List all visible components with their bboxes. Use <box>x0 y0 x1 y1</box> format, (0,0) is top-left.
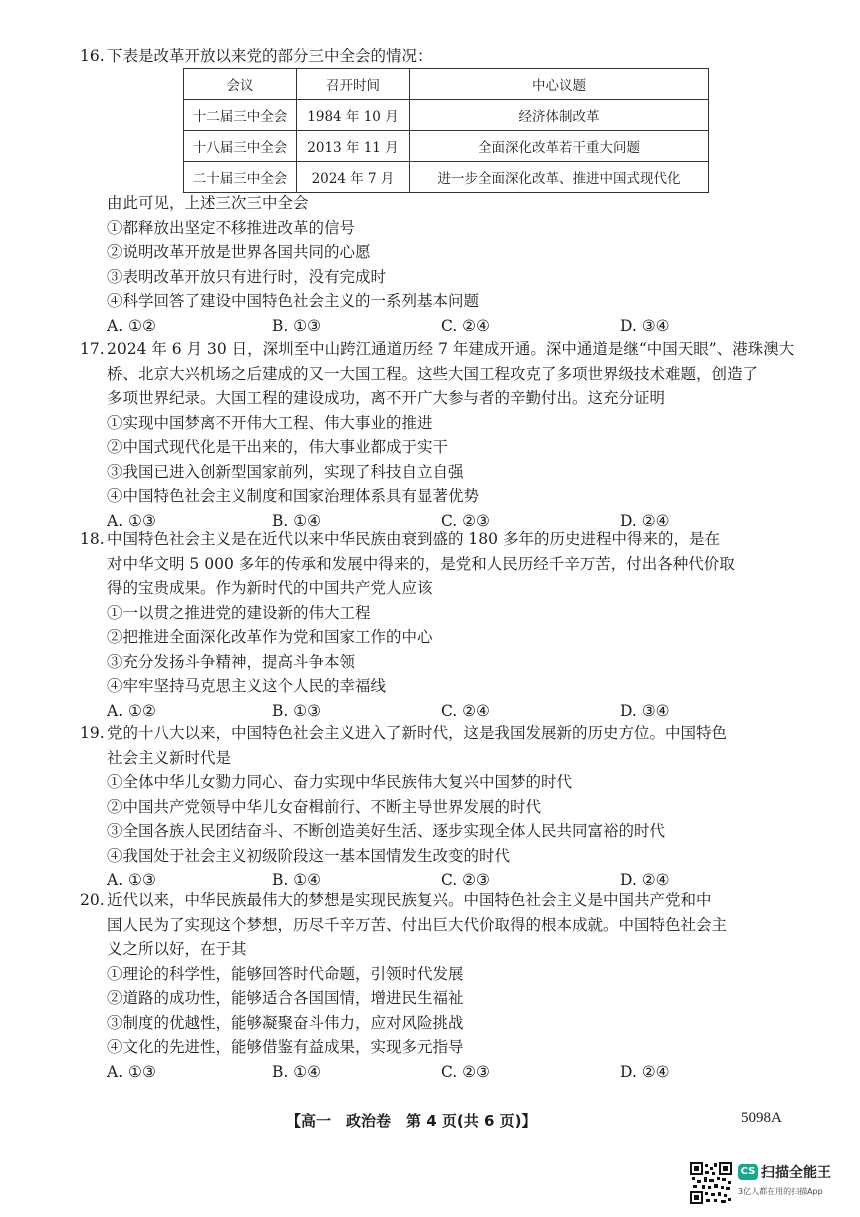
option-item: ④中国特色社会主义制度和国家治理体系具有显著优势 <box>107 487 480 505</box>
table-cell: 2013 年 11 月 <box>297 131 410 162</box>
stem-line: 社会主义新时代是 <box>107 748 232 767</box>
answer-d: D. ③④ <box>620 701 670 720</box>
option-item: ①一以贯之推进党的建设新的伟大工程 <box>107 603 371 622</box>
question-stem <box>80 888 800 962</box>
question-stem <box>80 721 800 770</box>
option-item: ④文化的先进性，能够借鉴有益成果，实现多元指导 <box>107 1038 464 1056</box>
option-item: ①实现中国梦离不开伟大工程、伟大事业的推进 <box>107 413 433 432</box>
question-17 <box>80 337 800 533</box>
option-item: ①都释放出坚定不移推进改革的信号 <box>107 218 356 237</box>
table-cell: 1984 年 10 月 <box>297 100 410 131</box>
table-cell: 二十届三中全会 <box>184 162 297 193</box>
answer-choices <box>80 699 800 724</box>
answer-b: B. ①③ <box>272 701 322 720</box>
scanner-brand: 扫描全能王 <box>761 1165 831 1181</box>
question-number: 20. <box>80 891 105 909</box>
question-lead: 由此可见，上述三次三中全会 <box>107 194 309 212</box>
option-item: ④牢牢坚持马克思主义这个人民的幸福线 <box>107 677 387 695</box>
qr-code-icon <box>690 1162 732 1204</box>
option-item: ②说明改革开放是世界各国共同的心愿 <box>107 243 371 261</box>
table-header: 中心议题 <box>410 69 709 100</box>
question-19 <box>80 721 800 893</box>
question-20 <box>80 888 800 1084</box>
answer-a: A. ①③ <box>107 871 156 889</box>
option-item: ②中国共产党领导中华儿女奋楫前行、不断主导世界发展的时代 <box>107 797 542 816</box>
answer-c: C. ②③ <box>441 1062 490 1081</box>
answer-a: A. ①② <box>107 316 156 335</box>
stem-line: 近代以来，中华民族最伟大的梦想是实现民族复兴。中国特色社会主义是中国共产党和中 <box>107 891 712 909</box>
camscanner-logo-icon: CS <box>738 1164 758 1180</box>
answer-b: B. ①④ <box>272 511 322 530</box>
table-header: 会议 <box>184 69 297 100</box>
table-header-row <box>184 69 709 100</box>
stem-line: 义之所以好，在于其 <box>107 940 247 958</box>
scanner-watermark <box>738 1162 848 1202</box>
answer-choices <box>80 1060 800 1085</box>
option-item: ③充分发扬斗争精神，提高斗争本领 <box>107 652 356 671</box>
option-item: ④我国处于社会主义初级阶段这一基本国情发生改变的时代 <box>107 846 511 865</box>
question-text: 下表是改革开放以来党的部分三中全会的情况： <box>107 47 433 65</box>
plenary-table <box>183 68 709 193</box>
option-item: ④科学回答了建设中国特色社会主义的一系列基本问题 <box>107 292 480 310</box>
question-number: 17. <box>80 340 105 358</box>
question-stem <box>80 44 800 69</box>
footer-page-info: 【高一 政治卷 第 4 页(共 6 页)】 <box>286 1112 537 1130</box>
option-item: ②把推进全面深化改革作为党和国家工作的中心 <box>107 628 433 646</box>
stem-line: 中国特色社会主义是在近代以来中华民族由衰到盛的 180 多年的历史进程中得来的，是在 <box>107 530 720 548</box>
answer-c: C. ②④ <box>441 701 490 720</box>
answer-d: D. ②④ <box>620 1062 670 1081</box>
option-item: ②中国式现代化是干出来的，伟大事业都成于实干 <box>107 438 449 456</box>
table-row <box>184 100 709 131</box>
stem-line: 得的宝贵成果。作为新时代的中国共产党人应该 <box>107 579 433 597</box>
question-number: 16. <box>80 47 105 65</box>
answer-c: C. ②③ <box>441 871 490 889</box>
answer-choices <box>80 314 800 339</box>
stem-line: 2024 年 6 月 30 日，深圳至中山跨江通道历经 7 年建成开通。深中通道是继“中国天眼”、港珠澳大 <box>107 340 795 358</box>
stem-line: 党的十八大以来，中国特色社会主义进入了新时代，这是我国发展新的历史方位。中国特色 <box>107 724 728 742</box>
answer-b: B. ①④ <box>272 871 322 889</box>
question-stem <box>80 337 800 411</box>
table-cell: 十八届三中全会 <box>184 131 297 162</box>
option-item: ③全国各族人民团结奋斗、不断创造美好生活、逐步实现全体人民共同富裕的时代 <box>107 822 666 840</box>
table-cell: 2024 年 7 月 <box>297 162 410 193</box>
answer-c: C. ②④ <box>441 316 490 335</box>
option-item: ③我国已进入创新型国家前列，实现了科技自立自强 <box>107 462 464 481</box>
option-item: ①理论的科学性，能够回答时代命题，引领时代发展 <box>107 964 464 983</box>
answer-a: A. ①③ <box>107 1062 156 1081</box>
question-16-body <box>80 191 800 338</box>
table-row <box>184 162 709 193</box>
option-item: ③表明改革开放只有进行时，没有完成时 <box>107 267 387 286</box>
question-18 <box>80 527 800 723</box>
table-row <box>184 131 709 162</box>
option-item: ②道路的成功性，能够适合各国国情，增进民生福祉 <box>107 989 464 1007</box>
table-cell: 十二届三中全会 <box>184 100 297 131</box>
stem-line: 多项世界纪录。大国工程的建设成功，离不开广大参与者的辛勤付出。这充分证明 <box>107 389 666 407</box>
answer-d: D. ③④ <box>620 316 670 335</box>
question-16 <box>80 44 800 69</box>
answer-b: B. ①③ <box>272 316 322 335</box>
stem-line: 对中华文明 5 000 多年的传承和发展中得来的，是党和人民历经千辛万苦，付出各种代价取 <box>107 554 735 573</box>
scanner-tagline: 3亿人都在用的扫描App <box>738 1187 823 1196</box>
answer-c: C. ②③ <box>441 511 490 530</box>
stem-line: 桥、北京大兴机场之后建成的又一大国工程。这些大国工程攻克了多项世界级技术难题，创造了 <box>107 364 759 383</box>
answer-d: D. ②④ <box>620 511 670 530</box>
option-item: ①全体中华儿女勠力同心、奋力实现中华民族伟大复兴中国梦的时代 <box>107 773 573 791</box>
table-cell: 全面深化改革若干重大问题 <box>410 131 709 162</box>
question-stem <box>80 527 800 601</box>
table-cell: 进一步全面深化改革、推进中国式现代化 <box>410 162 709 193</box>
answer-a: A. ①② <box>107 701 156 720</box>
answer-b: B. ①④ <box>272 1062 322 1081</box>
question-number: 19. <box>80 724 105 742</box>
answer-d: D. ②④ <box>620 871 670 889</box>
option-item: ③制度的优越性，能够凝聚奋斗伟力，应对风险挑战 <box>107 1013 464 1032</box>
question-number: 18. <box>80 530 105 548</box>
answer-a: A. ①③ <box>107 511 156 530</box>
table-cell: 经济体制改革 <box>410 100 709 131</box>
table-header: 召开时间 <box>297 69 410 100</box>
footer-code: 5098A <box>741 1110 782 1126</box>
stem-line: 国人民为了实现这个梦想，历尽千辛万苦、付出巨大代价取得的根本成就。中国特色社会主 <box>107 915 728 934</box>
